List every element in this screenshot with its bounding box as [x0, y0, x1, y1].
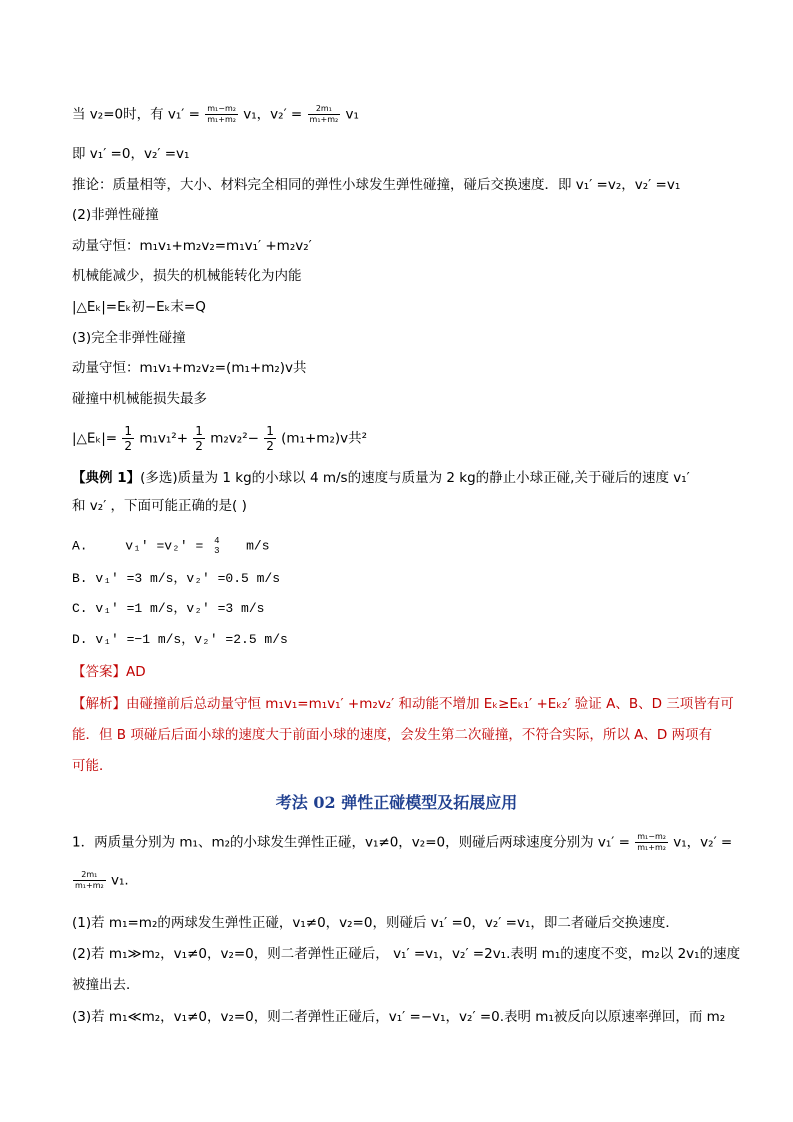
formula-text: v₁: [345, 106, 359, 123]
formula-text: v₁，v₂′ =: [243, 106, 303, 123]
answer: 【答案】AD: [72, 664, 146, 680]
paragraph-text: v₁.: [111, 872, 129, 889]
fraction: $\frac{\text{2m₁}}{\text{m₁+m₂}}$: [75, 870, 104, 890]
text-line: 动量守恒：m₁v₁+m₂v₂=m₁v₁′ +m₂v₂′: [72, 238, 312, 254]
paragraph-text: v₁，v₂′ =: [673, 834, 733, 851]
option-unit: m/s: [246, 538, 270, 554]
case-3: (3)若 m₁≪m₂，v₁≠0，v₂=0，则二者弹性正碰后，v₁′ =−v₁，v₂′ =0.表明 m₁被反向以原速率弹回，而 m₂: [72, 1009, 726, 1025]
text-line: 动量守恒：m₁v₁+m₂v₂=(m₁+m₂)v共: [72, 360, 307, 376]
fraction: $\frac{1}{2}$: [124, 424, 133, 453]
example-stem-2: 和 v₂′ ，下面可能正确的是( ): [72, 498, 247, 514]
fraction: 4 3: [214, 536, 220, 556]
formula-text: (m₁+m₂)v共²: [281, 430, 368, 447]
example-text: (多选)质量为 1 kg的小球以 4 m/s的速度与质量为 2 kg的静止小球正碰,关于碰后的速度 v₁′: [140, 470, 690, 486]
option-letter: A.: [72, 538, 88, 554]
case-1: (1)若 m₁=m₂的两球发生弹性正碰，v₁≠0，v₂=0，则碰后 v₁′ =0，v₂′ =v₁，即二者碰后交换速度．: [72, 915, 679, 931]
formula-line-energy: [72, 424, 367, 453]
option-d: D. v₁′ =−1 m/s，v₂′ =2.5 m/s: [72, 632, 288, 647]
option-c: C. v₁′ =1 m/s，v₂′ =3 m/s: [72, 601, 265, 616]
text-line: (2)非弹性碰撞: [72, 207, 159, 223]
text-line: (3)完全非弹性碰撞: [72, 330, 186, 346]
example-label: 【典例 1】: [72, 470, 141, 486]
fraction: $\frac{1}{2}$: [195, 424, 203, 453]
formula-line-1: [72, 104, 359, 125]
analysis-line-3: 可能．: [72, 758, 113, 774]
text-line: 推论：质量相等，大小、材料完全相同的弹性小球发生弹性碰撞，碰后交换速度．即 v₁′ =v₂，v₂′ =v₁: [72, 177, 681, 193]
option-a: [72, 536, 270, 556]
case-2-cont: 被撞出去．: [72, 977, 140, 993]
formula-text: m₁v₁²+: [139, 430, 188, 447]
section-paragraph-1b: [72, 870, 129, 891]
section-heading: 考法 02 弹性正碰模型及拓展应用: [275, 793, 518, 812]
text-line: 碰撞中机械能损失最多: [72, 391, 207, 407]
fraction: $\frac{1}{2}$: [266, 424, 274, 453]
formula-text: m₂v₂²−: [210, 430, 259, 447]
example-stem: [72, 468, 690, 488]
formula-text: |△Eₖ|=: [72, 430, 118, 447]
analysis-line-2: 能．但 B 项碰后后面小球的速度大于前面小球的速度，会发生第二次碰撞，不符合实际，所以 A、D 两项有: [72, 727, 713, 743]
text-line: 机械能减少，损失的机械能转化为内能: [72, 268, 302, 284]
fraction: $\frac{\text{m₁−m₂}}{\text{m₁+m₂}}$: [637, 832, 666, 852]
fraction: $\frac{\text{2m₁}}{\text{m₁+m₂}}$: [309, 104, 339, 124]
formula-text: 当 v₂=0时，有 v₁′ =: [72, 106, 200, 123]
option-b: B. v₁′ =3 m/s，v₂′ =0.5 m/s: [72, 571, 281, 586]
option-text: v₁′ =v₂′ =: [125, 538, 204, 554]
analysis-line-1: 【解析】由碰撞前后总动量守恒 m₁v₁=m₁v₁′ +m₂v₂′ 和动能不增加 Eₖ≥Eₖ₁′ +Eₖ₂′ 验证 A、B、D 三项皆有可: [72, 696, 734, 712]
case-2: (2)若 m₁≫m₂，v₁≠0，v₂=0，则二者弹性正碰后， v₁′ =v₁，v₂′ =2v₁.表明 m₁的速度不变，m₂以 2v₁的速度: [72, 946, 741, 962]
text-line: 即 v₁′ =0，v₂′ =v₁: [72, 146, 190, 162]
text-line: |△Eₖ|=Eₖ初−Eₖ末=Q: [72, 299, 206, 315]
fraction: $\frac{\text{m₁−m₂}}{\text{m₁+m₂}}$: [207, 104, 236, 124]
section-paragraph-1: [72, 832, 732, 853]
paragraph-text: 1．两质量分别为 m₁、m₂的小球发生弹性正碰，v₁≠0，v₂=0，则碰后两球速度分别为 v₁′ =: [72, 834, 630, 851]
